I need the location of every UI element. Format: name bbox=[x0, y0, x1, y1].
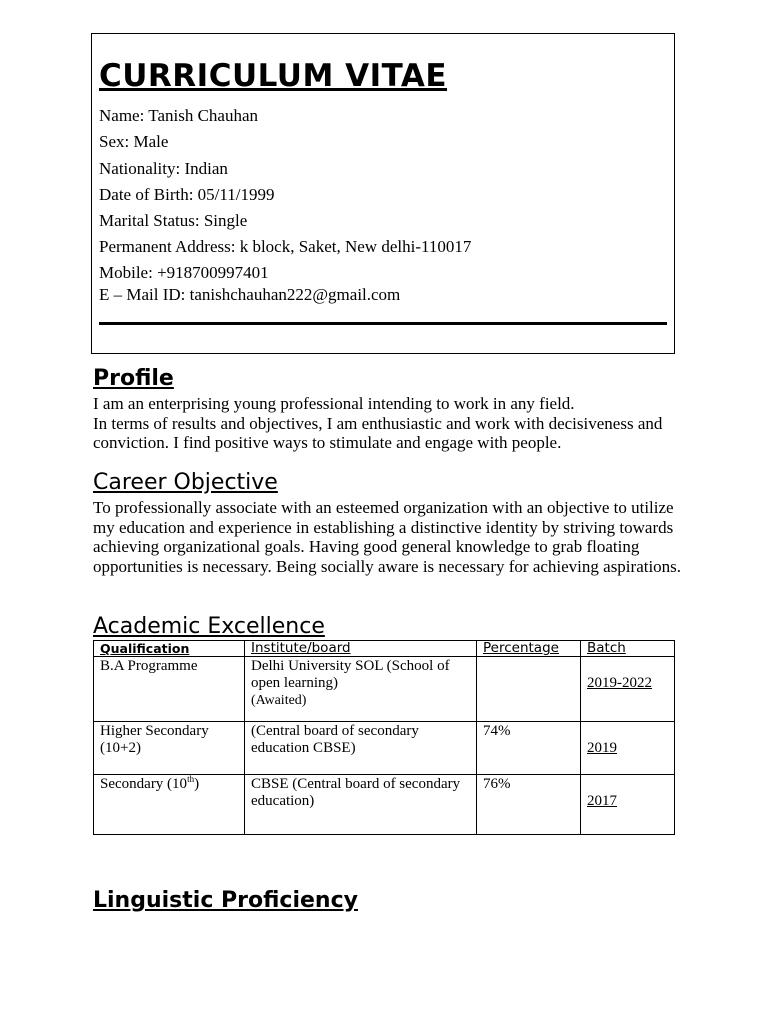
batch-cell bbox=[581, 722, 675, 775]
qualification-cell: Higher Secondary (10+2) bbox=[94, 722, 245, 775]
career-objective-heading: Career Objective bbox=[93, 470, 278, 495]
percentage-cell bbox=[477, 657, 581, 722]
batch-cell bbox=[581, 775, 675, 835]
career-objective-text: To professionally associate with an esteemed organization with an objective to utilize my education and experience in establishing a distinctive identity by striving towards achieving organizational goals. Having good general knowledge to grab floating opportunities is necessary. Being socially aware is necessary for achieving aspirations. bbox=[93, 498, 682, 576]
qualification-text-end: ) bbox=[194, 776, 200, 792]
institute-cell bbox=[245, 657, 477, 722]
profile-text bbox=[93, 394, 683, 453]
profile-line: In terms of results and objectives, I am enthusiastic and work with decisiveness and conviction. I find positive ways to stimulate and engage with people. bbox=[93, 413, 663, 453]
percentage-cell: 74% bbox=[477, 722, 581, 775]
qualification-cell bbox=[94, 775, 245, 835]
academic-excellence-heading: Academic Excellence bbox=[93, 614, 325, 639]
name-line: Name: Tanish Chauhan bbox=[99, 106, 259, 125]
header-divider bbox=[99, 322, 667, 325]
table-row bbox=[94, 775, 675, 835]
marital-status-line: Marital Status: Single bbox=[99, 211, 248, 230]
column-header-qualification: Qualification bbox=[94, 641, 245, 657]
cv-title: CURRICULUM VITAE bbox=[99, 58, 448, 94]
batch-cell bbox=[581, 657, 675, 722]
mobile-line: Mobile: +918700997401 bbox=[99, 263, 269, 282]
batch-value: 2019 bbox=[587, 740, 617, 756]
qualification-text: Secondary (10 bbox=[100, 776, 188, 792]
nationality-line: Nationality: Indian bbox=[99, 159, 228, 178]
profile-line: I am an enterprising young professional intending to work in any field. bbox=[93, 394, 575, 413]
dob-line: Date of Birth: 05/11/1999 bbox=[99, 185, 275, 204]
institute-cell: (Central board of secondary education CBSE) bbox=[245, 722, 477, 775]
percentage-cell: 76% bbox=[477, 775, 581, 835]
qualification-superscript: th bbox=[187, 774, 195, 784]
institute-note: (Awaited) bbox=[251, 693, 307, 708]
institute-cell: CBSE (Central board of secondary education) bbox=[245, 775, 477, 835]
batch-value: 2017 bbox=[587, 793, 617, 809]
qualification-cell: B.A Programme bbox=[94, 657, 245, 722]
linguistic-proficiency-heading: Linguistic Proficiency bbox=[93, 888, 358, 913]
table-row bbox=[94, 722, 675, 775]
profile-heading: Profile bbox=[93, 366, 174, 391]
header-box bbox=[91, 33, 675, 354]
table-row bbox=[94, 657, 675, 722]
address-line: Permanent Address: k block, Saket, New delhi-110017 bbox=[99, 237, 472, 256]
academic-table bbox=[93, 640, 675, 835]
column-header-percentage: Percentage bbox=[477, 641, 581, 657]
institute-name: Delhi University SOL (School of open learning) bbox=[251, 658, 450, 691]
email-line: E – Mail ID: tanishchauhan222@gmail.com bbox=[99, 285, 401, 304]
sex-line: Sex: Male bbox=[99, 132, 169, 151]
batch-value: 2019-2022 bbox=[587, 675, 652, 691]
column-header-batch: Batch bbox=[581, 641, 675, 657]
table-header-row bbox=[94, 641, 675, 657]
column-header-institute: Institute/board bbox=[245, 641, 477, 657]
